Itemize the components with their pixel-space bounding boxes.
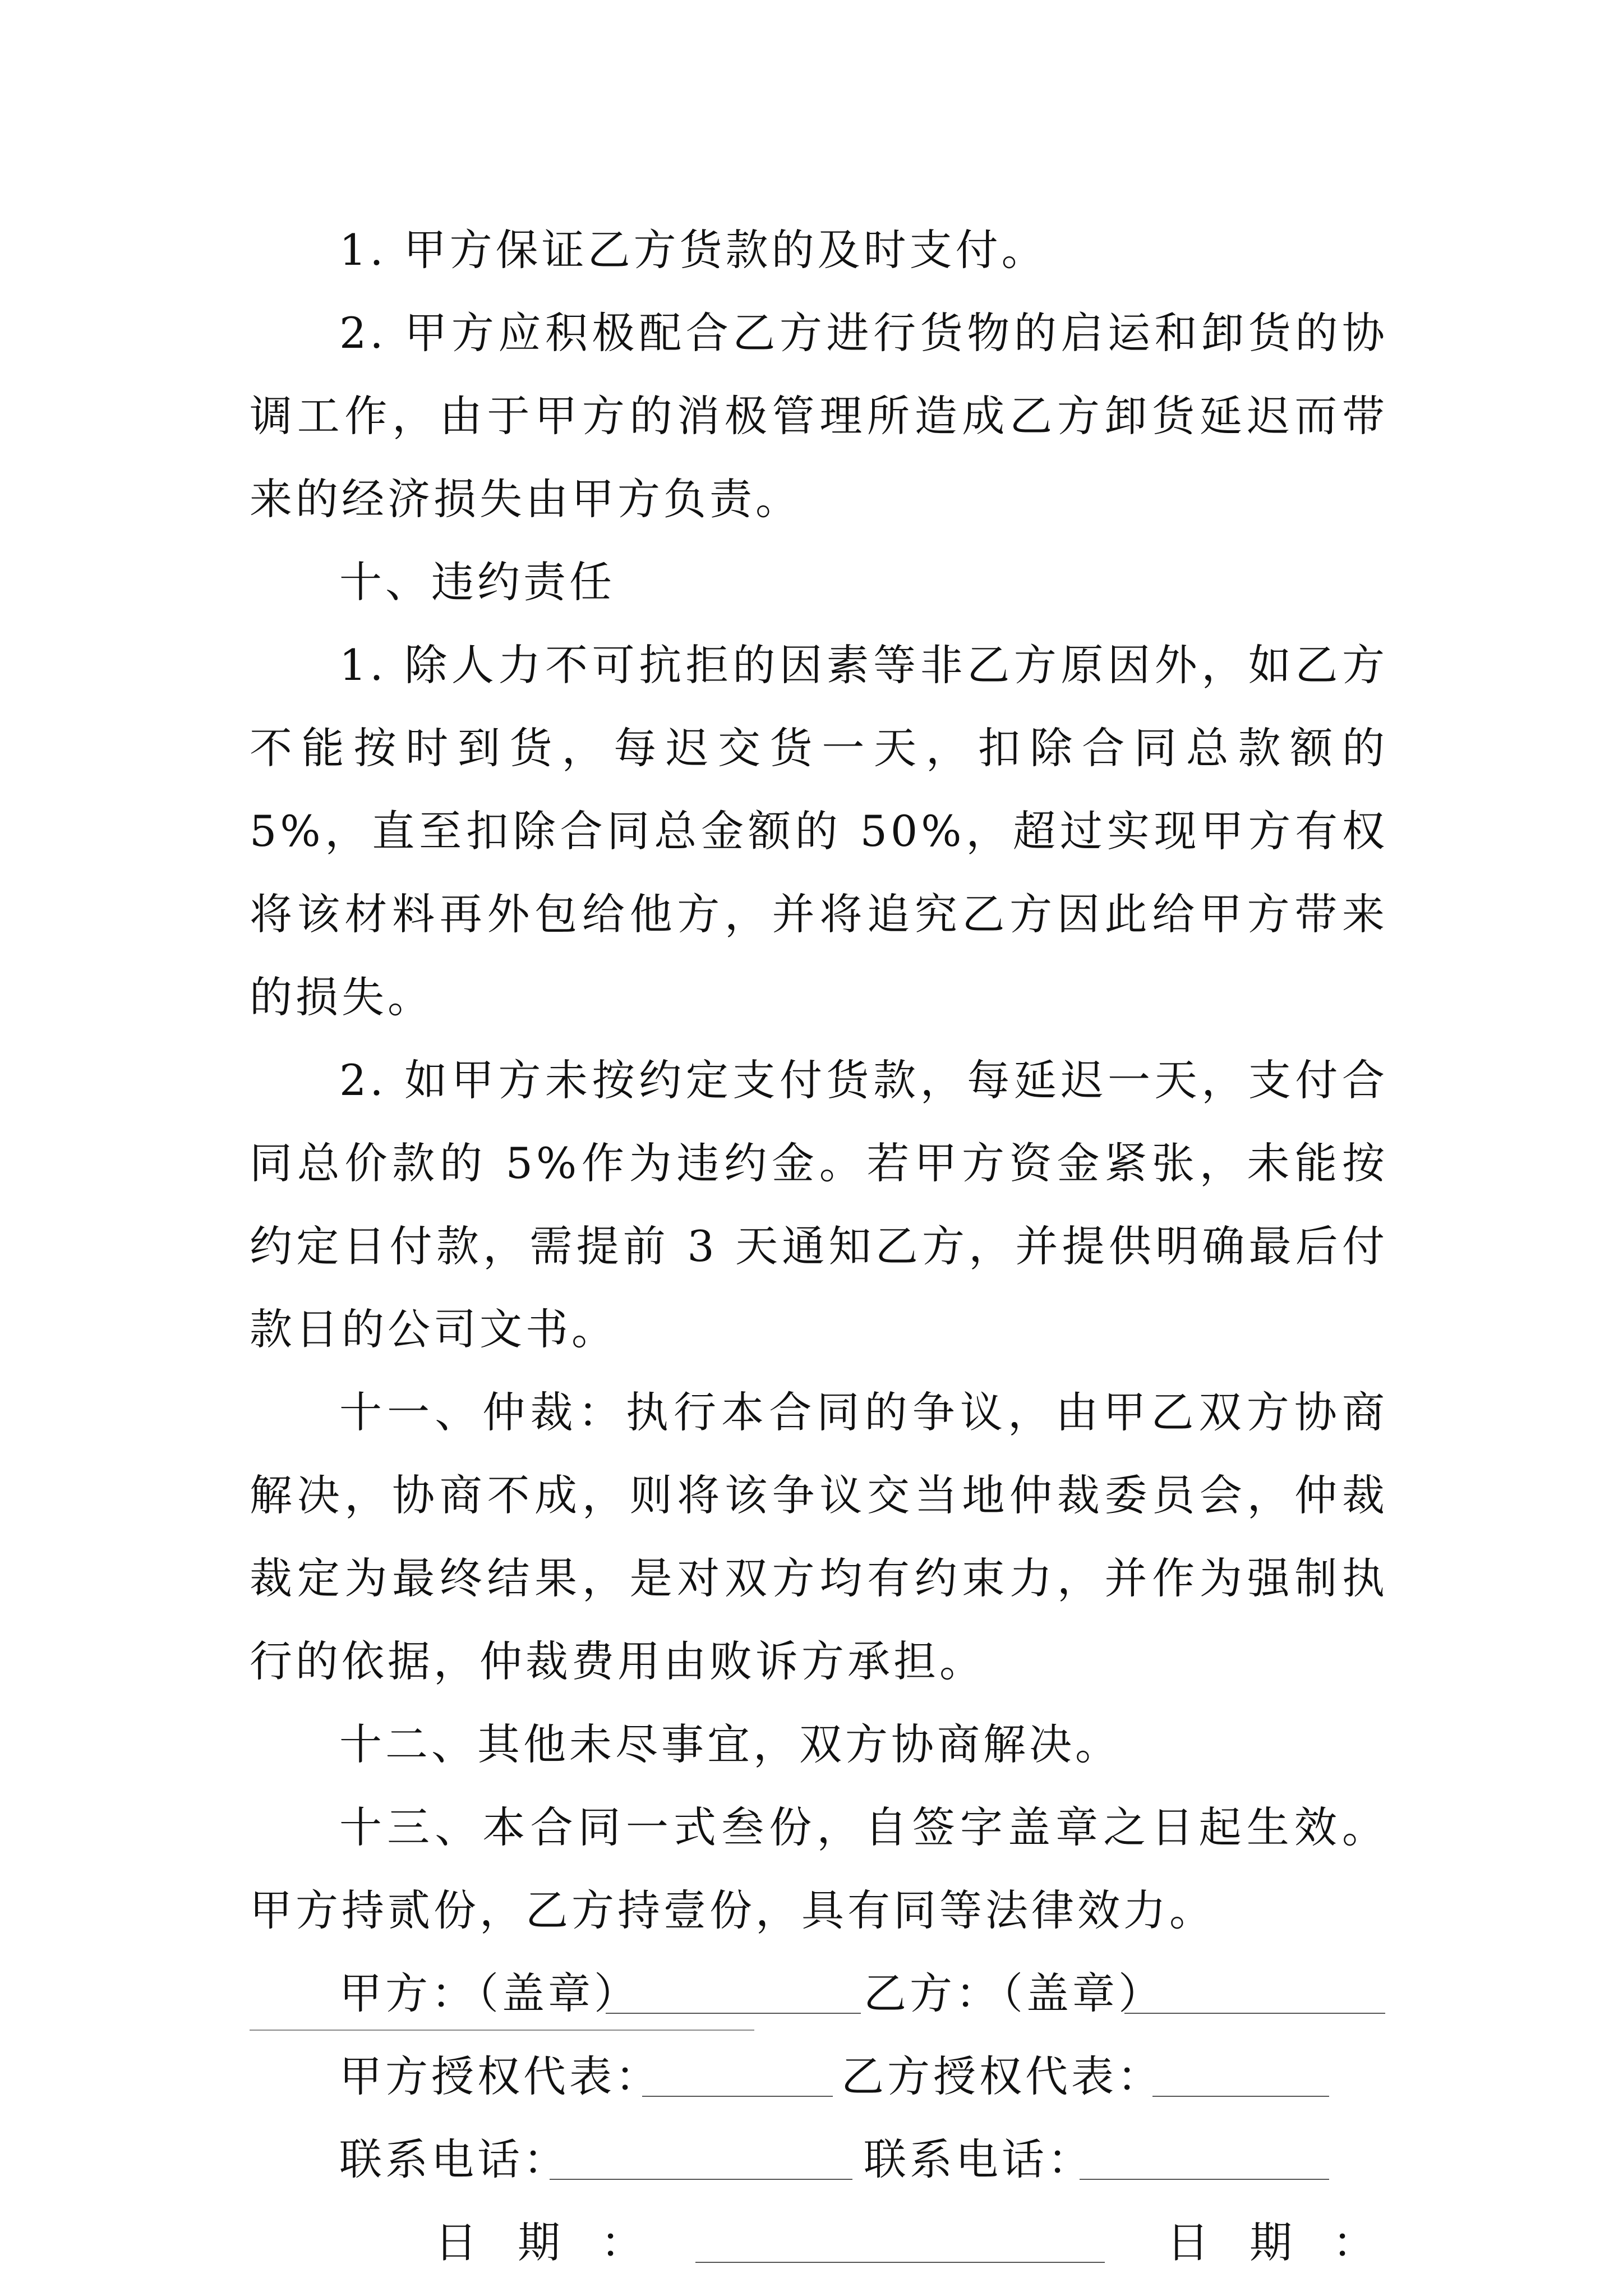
signature-date-row [250,2201,1415,2284]
clause-payment-guarantee: 1. 甲方保证乙方货款的及时支付。 [339,225,1048,275]
clause-late-delivery: 1. 除人力不可抗拒的因素等非乙方原因外，如乙方不能按时到货，每迟交货一天，扣除合同总款额的 5%，直至扣除合同总金额的 50%，超过实现甲方有权将该材料再外包给他方，并将追究乙方因此给甲方带来的损失。 [250,640,1388,1022]
clause-other-matters: 十二、其他未尽事宜，双方协商解决。 [339,1719,1121,1769]
signature-phone-row [250,2118,1388,2201]
party-b-rep-label: 乙方授权代表： [841,2051,1163,2101]
phone-a-blank[interactable] [550,2179,852,2180]
signature-seal-row [250,1952,1388,2035]
footnote-divider [250,2030,754,2031]
section-heading-breach: 十、违约责任 [339,557,615,607]
party-b-seal-label: 乙方：（盖章） [864,1968,1164,2018]
clause-copies: 十三、本合同一式叁份，自签字盖章之日起生效。甲方持贰份，乙方持壹份，具有同等法律效力。 [250,1802,1388,1935]
phone-a-label: 联系电话： [339,2134,569,2184]
party-b-seal-blank[interactable] [1124,2013,1385,2014]
party-b-rep-blank[interactable] [1152,2096,1329,2097]
date-b-label: 日期： [1166,2217,1415,2267]
clause-late-payment: 2. 如甲方未按约定支付货款，每延迟一天，支付合同总价款的 5%作为违约金。若甲方资金紧张，未能按约定日付款，需提前 3 天通知乙方，并提供明确最后付款日的公司文书。 [250,1055,1388,1354]
phone-b-blank[interactable] [1080,2179,1329,2180]
signature-rep-row [250,2035,1388,2118]
party-a-rep-blank[interactable] [642,2096,833,2097]
party-a-seal-label: 甲方：（盖章） [339,1968,640,2018]
phone-b-label: 联系电话： [864,2134,1094,2184]
clause-coordination: 2. 甲方应积极配合乙方进行货物的启运和卸货的协调工作，由于甲方的消极管理所造成乙方卸货延迟而带来的经济损失由甲方负责。 [250,308,1388,524]
date-a-label: 日期： [435,2217,684,2267]
clause-arbitration: 十一、仲裁：执行本合同的争议，由甲乙双方协商解决，协商不成，则将该争议交当地仲裁委员会，仲裁裁定为最终结果，是对双方均有约束力，并作为强制执行的依据，仲裁费用由败诉方承担。 [250,1387,1388,1686]
date-a-blank[interactable] [695,2262,1105,2263]
contract-body [250,209,1415,2284]
party-a-rep-label: 甲方授权代表： [339,2051,661,2101]
party-a-seal-blank[interactable] [606,2013,861,2014]
